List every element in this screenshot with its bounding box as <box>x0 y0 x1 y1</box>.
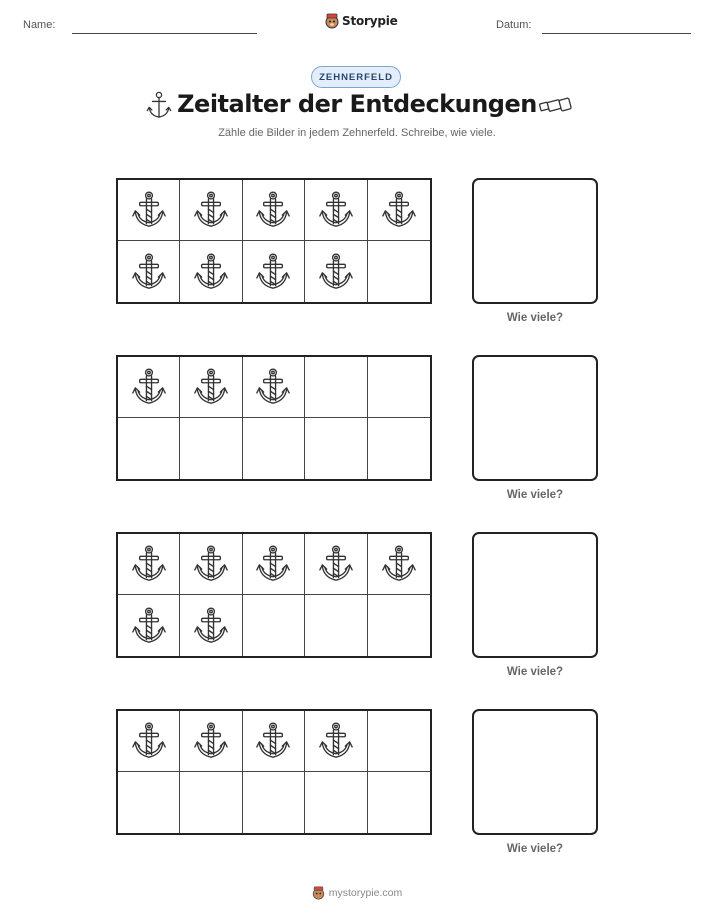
telescope-icon <box>538 97 572 115</box>
frame-cell <box>368 711 430 772</box>
mascot-icon <box>325 13 339 29</box>
anchor-icon <box>194 188 228 232</box>
frame-cell <box>368 534 430 595</box>
anchor-icon <box>382 188 416 232</box>
anchor-icon <box>319 250 353 294</box>
frame-cell <box>368 357 430 418</box>
frame-cell <box>305 772 367 833</box>
ten-frame-4 <box>116 709 432 835</box>
frame-cell <box>180 534 242 595</box>
frame-cell <box>118 595 180 656</box>
frame-cell <box>368 772 430 833</box>
brand-name: Storypie <box>342 14 398 28</box>
answer-label-2: Wie viele? <box>506 489 564 501</box>
frame-cell <box>118 357 180 418</box>
frame-cell <box>118 418 180 479</box>
anchor-icon <box>194 250 228 294</box>
frame-cell <box>305 418 367 479</box>
ten-frame-2 <box>116 355 432 481</box>
anchor-icon <box>382 542 416 586</box>
ten-frame-1 <box>116 178 432 304</box>
frame-cell <box>368 595 430 656</box>
brand-logo <box>325 13 398 29</box>
frame-cell <box>180 180 242 241</box>
anchor-icon <box>132 604 166 648</box>
anchor-icon <box>256 365 290 409</box>
anchor-icon <box>256 250 290 294</box>
anchor-icon <box>256 542 290 586</box>
anchor-icon <box>319 542 353 586</box>
frame-cell <box>305 711 367 772</box>
answer-label-3: Wie viele? <box>506 666 564 678</box>
frame-cell <box>180 241 242 302</box>
answer-label-4: Wie viele? <box>506 843 564 855</box>
anchor-icon <box>132 188 166 232</box>
footer <box>0 886 714 900</box>
footer-url: mystorypie.com <box>328 887 403 899</box>
frame-cell <box>180 418 242 479</box>
frame-cell <box>180 595 242 656</box>
frame-cell <box>118 534 180 595</box>
anchor-icon <box>132 250 166 294</box>
frame-cell <box>118 180 180 241</box>
answer-box-1[interactable] <box>472 178 598 304</box>
anchor-icon <box>319 188 353 232</box>
anchor-icon <box>146 91 172 121</box>
instructions: Zähle die Bilder in jedem Zehnerfeld. Schreibe, wie viele. <box>218 127 496 139</box>
frame-cell <box>368 241 430 302</box>
frame-cell <box>243 180 305 241</box>
frame-cell <box>180 772 242 833</box>
frame-cell <box>118 772 180 833</box>
date-line[interactable] <box>542 33 691 34</box>
frame-cell <box>305 534 367 595</box>
frame-cell <box>368 180 430 241</box>
page-title: Zeitalter der Entdeckungen <box>177 90 537 118</box>
frame-cell <box>243 772 305 833</box>
ten-frame-3 <box>116 532 432 658</box>
anchor-icon <box>319 719 353 763</box>
anchor-icon <box>132 719 166 763</box>
frame-cell <box>243 418 305 479</box>
frame-cell <box>243 241 305 302</box>
frame-cell <box>180 711 242 772</box>
frame-cell <box>243 357 305 418</box>
anchor-icon <box>256 188 290 232</box>
frame-cell <box>118 241 180 302</box>
anchor-icon <box>256 719 290 763</box>
frame-cell <box>305 357 367 418</box>
answer-label-1: Wie viele? <box>506 312 564 324</box>
frame-cell <box>305 595 367 656</box>
anchor-icon <box>194 365 228 409</box>
anchor-icon <box>132 365 166 409</box>
answer-box-4[interactable] <box>472 709 598 835</box>
answer-box-3[interactable] <box>472 532 598 658</box>
frame-cell <box>243 595 305 656</box>
frame-cell <box>305 241 367 302</box>
frame-cell <box>305 180 367 241</box>
answer-box-2[interactable] <box>472 355 598 481</box>
anchor-icon <box>194 719 228 763</box>
anchor-icon <box>194 542 228 586</box>
name-label: Name: <box>23 19 56 31</box>
frame-cell <box>243 711 305 772</box>
date-label: Datum: <box>496 19 532 31</box>
name-line[interactable] <box>72 33 257 34</box>
frame-cell <box>180 357 242 418</box>
frame-cell <box>243 534 305 595</box>
anchor-icon <box>132 542 166 586</box>
frame-cell <box>368 418 430 479</box>
category-badge: ZEHNERFELD <box>311 66 401 88</box>
mascot-icon <box>312 886 325 900</box>
frame-cell <box>118 711 180 772</box>
anchor-icon <box>194 604 228 648</box>
